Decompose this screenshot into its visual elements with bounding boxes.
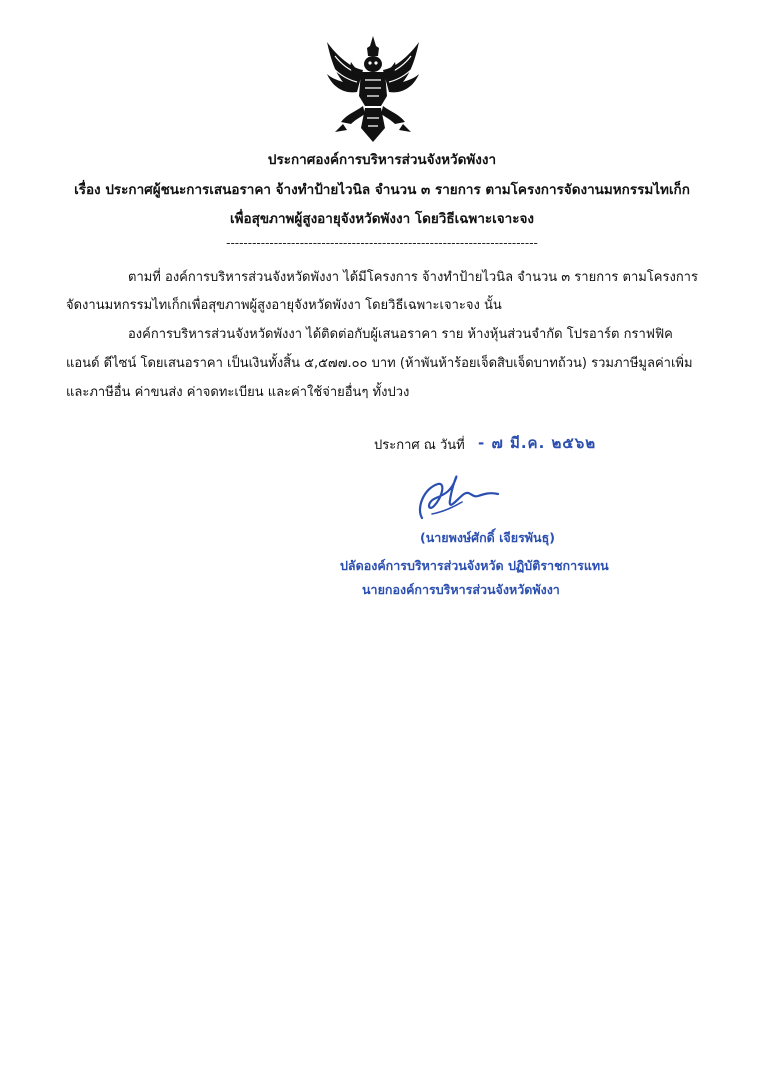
garuda-emblem-icon bbox=[321, 34, 425, 146]
paragraph-2-line-2: แอนด์ ดีไซน์ โดยเสนอราคา เป็นเงินทั้งสิ้น ๕,๕๗๗.๐๐ บาท (ห้าพันห้าร้อยเจ็ดสิบเจ็ดบาทถ้วน) รวมภาษีมูลค่าเพิ่ม bbox=[66, 356, 693, 371]
signature-icon bbox=[412, 468, 502, 528]
date-stamp: - ๗ มี.ค. ๒๕๖๒ bbox=[478, 434, 597, 452]
signer-position-2: นายกองค์การบริหารส่วนจังหวัดพังงา bbox=[362, 582, 560, 597]
paragraph-2-line-1: องค์การบริหารส่วนจังหวัดพังงา ได้ติดต่อกับผู้เสนอราคา ราย ห้างหุ้นส่วนจำกัด โปรอาร์ต กราฟฟิค bbox=[128, 327, 673, 342]
announcement-title: ประกาศองค์การบริหารส่วนจังหวัดพังงา bbox=[267, 152, 497, 168]
paragraph-1-line-1: ตามที่ องค์การบริหารส่วนจังหวัดพังงา ได้มีโครงการ จ้างทำป้ายไวนิล จำนวน ๓ รายการ ตามโครงการ bbox=[128, 270, 698, 285]
signer-position-1: ปลัดองค์การบริหารส่วนจังหวัด ปฏิบัติราชการแทน bbox=[340, 558, 609, 573]
paragraph-1-line-2: จัดงานมหกรรมไทเก็กเพื่อสุขภาพผู้สูงอายุจังหวัดพังงา โดยวิธีเฉพาะเจาะจง นั้น bbox=[66, 298, 502, 313]
paragraph-2-line-3: และภาษีอื่น ค่าขนส่ง ค่าจดทะเบียน และค่าใช้จ่ายอื่นๆ ทั้งปวง bbox=[66, 385, 410, 400]
date-label: ประกาศ ณ วันที่ bbox=[374, 438, 465, 453]
header-divider: ------------------------------------------------------------------------ bbox=[226, 236, 538, 250]
subject-line-1: เรื่อง ประกาศผู้ชนะการเสนอราคา จ้างทำป้ายไวนิล จำนวน ๓ รายการ ตามโครงการจัดงานมหกรรมไทเก็ก bbox=[74, 182, 690, 198]
subject-line-2: เพื่อสุขภาพผู้สูงอายุจังหวัดพังงา โดยวิธีเฉพาะเจาะจง bbox=[229, 211, 535, 227]
signer-name: (นายพงษ์ศักดิ์ เจียรพันธุ) bbox=[420, 530, 555, 545]
